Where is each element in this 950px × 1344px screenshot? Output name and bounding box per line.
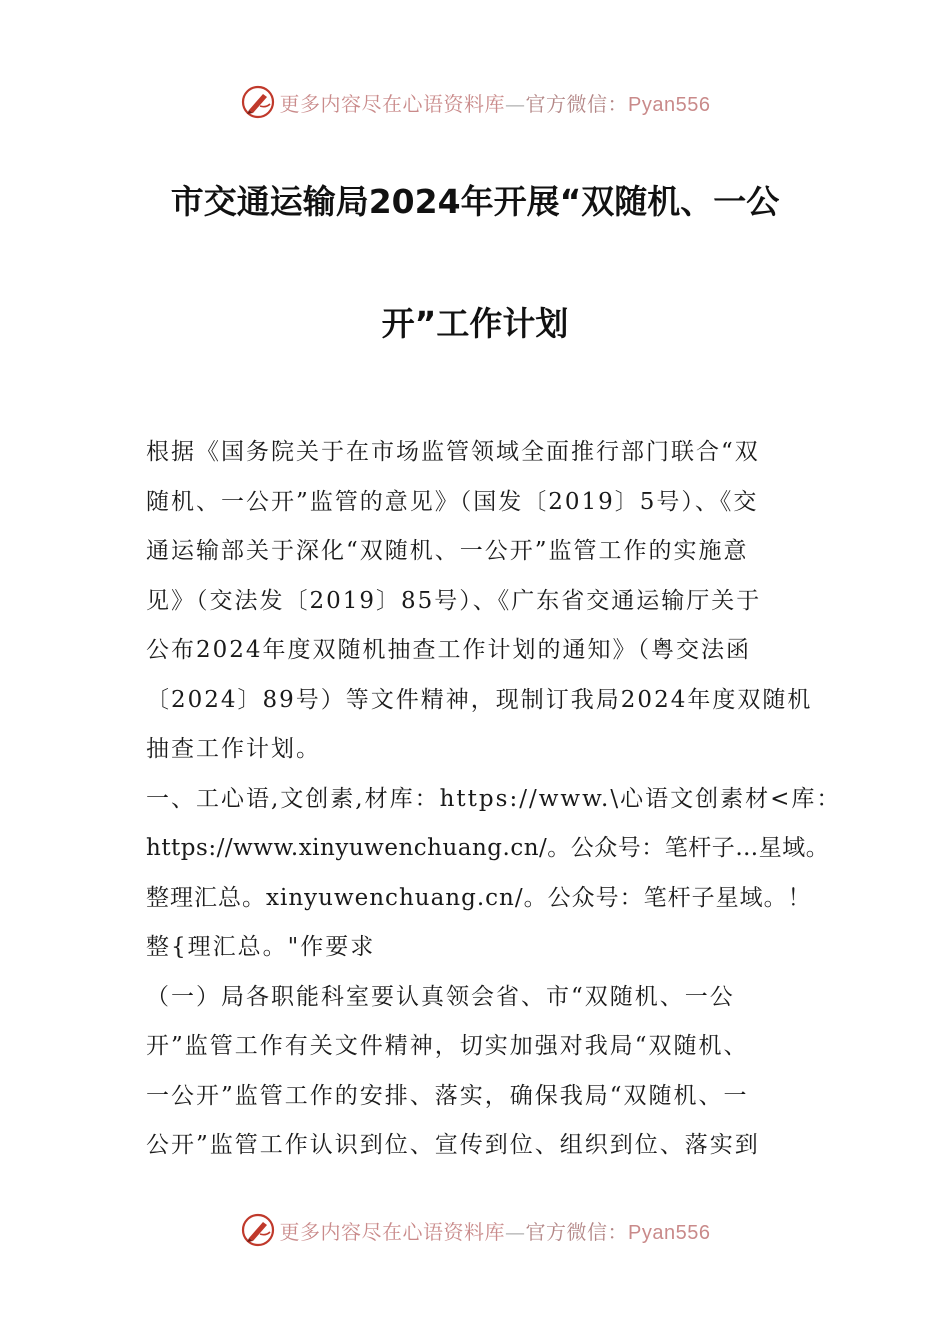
watermark-wechat-id: Pyan556 xyxy=(628,93,711,116)
watermark-banner-top xyxy=(0,82,950,122)
body-line: 一、工心语,文创素,材库：https://www.\心语文创素材<库： xyxy=(146,785,842,812)
watermark-wechat-id: Pyan556 xyxy=(628,1221,711,1244)
watermark-text xyxy=(280,88,711,117)
watermark-wechat-label: 官方微信： xyxy=(525,91,629,116)
document-title-line-1: 市交通运输局2024年开展“双随机、一公 xyxy=(170,182,780,221)
body-line: 〔2024〕89号）等文件精神，现制订我局2024年度双随机 xyxy=(146,686,813,713)
watermark-text xyxy=(280,1216,711,1245)
body-line: 根据《国务院关于在市场监管领域全面推行部门联合“双 xyxy=(146,439,760,465)
body-line: 公开”监管工作认识到位、宣传到位、组织到位、落实到 xyxy=(146,1132,760,1158)
pen-circle-logo-icon xyxy=(240,84,276,120)
body-line: https://www.xinyuwenchuang.cn/。公众号：笔杆子…星域。 xyxy=(146,835,830,861)
watermark-separator: — xyxy=(505,1219,526,1244)
body-line: 一公开”监管工作的安排、落实，确保我局“双随机、一 xyxy=(146,1082,749,1109)
watermark-banner-bottom xyxy=(0,1210,950,1250)
document-body xyxy=(146,428,842,1171)
document-title-line-2: 开”工作计划 xyxy=(381,304,569,343)
watermark-brand: 更多内容尽在心语资料库 xyxy=(279,91,506,116)
body-line: 随机、一公开”监管的意见》（国发〔2019〕5号）、《交 xyxy=(146,488,759,515)
body-line: 整理汇总。xinyuwenchuang.cn/。公众号：笔杆子星域。！ xyxy=(146,884,812,911)
body-line: 见》（交法发〔2019〕85号）、《广东省交通运输厅关于 xyxy=(146,587,762,614)
body-line: 开”监管工作有关文件精神，切实加强对我局“双随机、 xyxy=(146,1033,749,1059)
watermark-wechat-label: 官方微信： xyxy=(525,1219,629,1244)
pen-circle-logo-icon xyxy=(240,1212,276,1248)
body-line: 通运输部关于深化“双随机、一公开”监管工作的实施意 xyxy=(146,538,749,564)
body-line: （一）局各职能科室要认真领会省、市“双随机、一公 xyxy=(146,983,735,1010)
body-line: 整{理汇总。"作要求 xyxy=(146,934,376,960)
watermark-separator: — xyxy=(505,91,526,116)
body-line: 抽查工作计划。 xyxy=(146,736,321,762)
body-line: 公布2024年度双随机抽查工作计划的通知》（粤交法函 xyxy=(146,637,752,663)
watermark-brand: 更多内容尽在心语资料库 xyxy=(279,1219,506,1244)
